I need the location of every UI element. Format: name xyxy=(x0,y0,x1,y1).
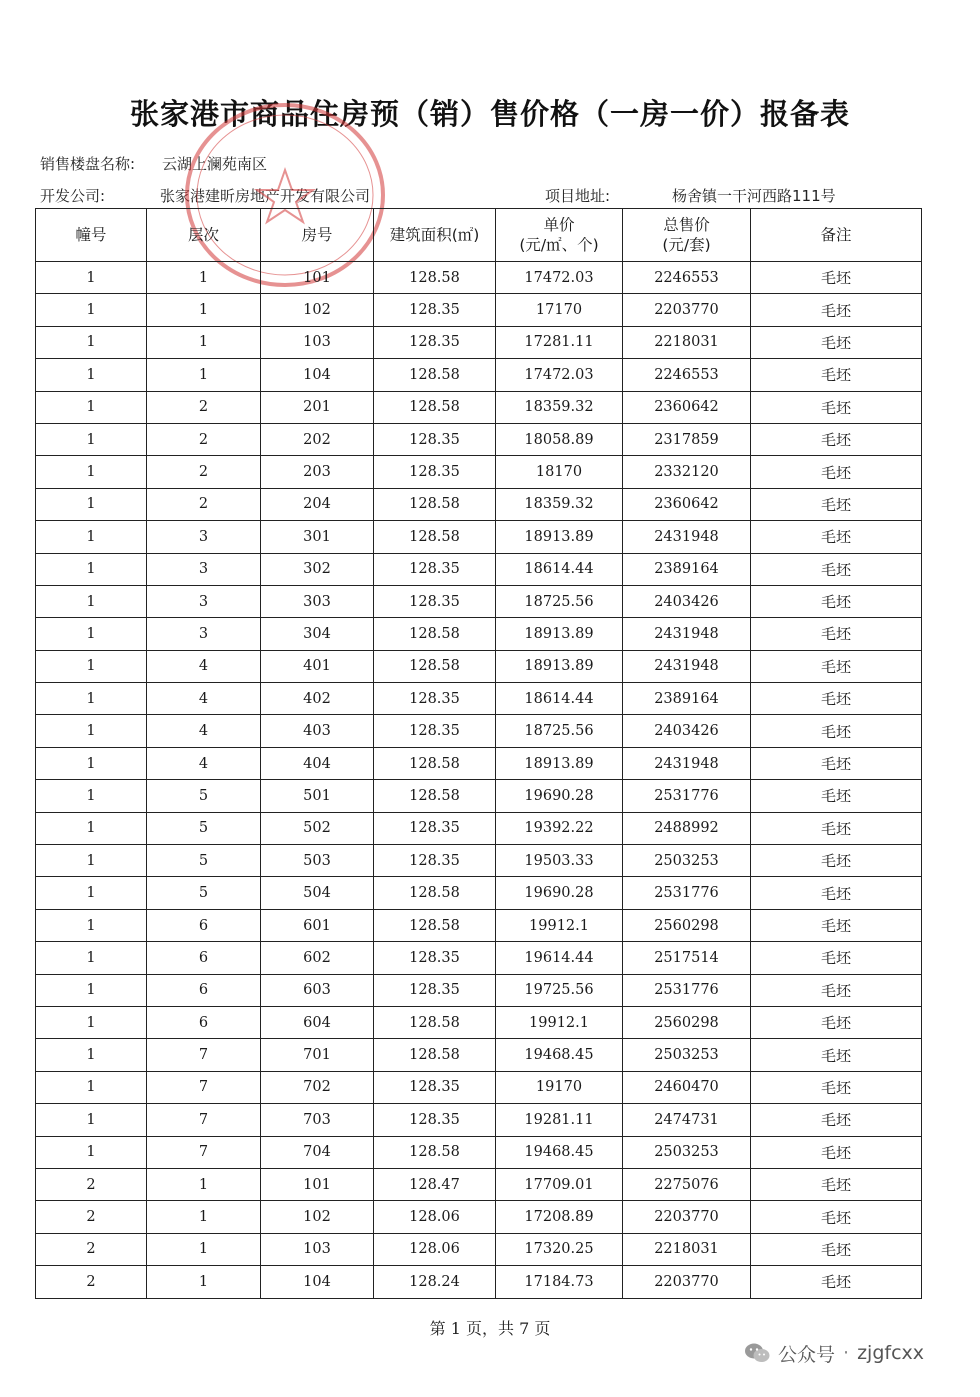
cell-building: 1 xyxy=(36,877,147,909)
table-row xyxy=(36,1006,922,1038)
cell-remark: 毛坯 xyxy=(751,845,922,877)
cell-room: 501 xyxy=(261,780,374,812)
cell-building: 2 xyxy=(36,1168,147,1200)
cell-unit-price: 17281.11 xyxy=(496,326,623,358)
address-value: 杨舍镇一干河西路111号 xyxy=(672,187,836,205)
cell-building: 1 xyxy=(36,715,147,747)
cell-total-price: 2389164 xyxy=(623,553,751,585)
cell-area: 128.35 xyxy=(374,1104,496,1136)
cell-building: 1 xyxy=(36,262,147,294)
cell-area: 128.58 xyxy=(374,747,496,779)
cell-floor: 7 xyxy=(147,1136,261,1168)
cell-room: 402 xyxy=(261,683,374,715)
table-row xyxy=(36,456,922,488)
cell-floor: 4 xyxy=(147,650,261,682)
cell-total-price: 2403426 xyxy=(623,715,751,747)
cell-area: 128.58 xyxy=(374,1039,496,1071)
cell-unit-price: 19725.56 xyxy=(496,974,623,1006)
header-unit-price-line2: (元/㎡、个) xyxy=(519,236,599,254)
cell-remark: 毛坯 xyxy=(751,715,922,747)
header-unit-price xyxy=(496,209,623,262)
cell-room: 701 xyxy=(261,1039,374,1071)
cell-building: 1 xyxy=(36,456,147,488)
cell-floor: 2 xyxy=(147,423,261,455)
cell-room: 401 xyxy=(261,650,374,682)
cell-area: 128.58 xyxy=(374,618,496,650)
cell-floor: 4 xyxy=(147,715,261,747)
cell-unit-price: 17709.01 xyxy=(496,1168,623,1200)
cell-remark: 毛坯 xyxy=(751,877,922,909)
cell-building: 2 xyxy=(36,1201,147,1233)
cell-room: 203 xyxy=(261,456,374,488)
cell-room: 104 xyxy=(261,1266,374,1298)
cell-remark: 毛坯 xyxy=(751,812,922,844)
cell-unit-price: 17320.25 xyxy=(496,1233,623,1265)
table-row xyxy=(36,780,922,812)
cell-room: 604 xyxy=(261,1006,374,1038)
table-row xyxy=(36,1233,922,1265)
cell-floor: 5 xyxy=(147,877,261,909)
cell-unit-price: 18170 xyxy=(496,456,623,488)
cell-total-price: 2531776 xyxy=(623,780,751,812)
document-title: 张家港市商品住房预（销）售价格（一房一价）报备表 xyxy=(129,97,850,131)
cell-total-price: 2203770 xyxy=(623,1201,751,1233)
cell-building: 1 xyxy=(36,780,147,812)
cell-building: 1 xyxy=(36,1104,147,1136)
cell-unit-price: 19690.28 xyxy=(496,877,623,909)
cell-area: 128.35 xyxy=(374,845,496,877)
table-row xyxy=(36,812,922,844)
cell-building: 1 xyxy=(36,359,147,391)
cell-remark: 毛坯 xyxy=(751,585,922,617)
cell-unit-price: 18725.56 xyxy=(496,715,623,747)
header-total-price xyxy=(623,209,751,262)
cell-total-price: 2275076 xyxy=(623,1168,751,1200)
cell-unit-price: 18058.89 xyxy=(496,423,623,455)
cell-remark: 毛坯 xyxy=(751,553,922,585)
cell-floor: 1 xyxy=(147,262,261,294)
cell-area: 128.58 xyxy=(374,1136,496,1168)
project-name-value: 云湖上澜苑南区 xyxy=(162,155,268,173)
cell-total-price: 2517514 xyxy=(623,942,751,974)
cell-remark: 毛坯 xyxy=(751,942,922,974)
cell-area: 128.35 xyxy=(374,683,496,715)
cell-area: 128.35 xyxy=(374,942,496,974)
cell-floor: 2 xyxy=(147,488,261,520)
cell-area: 128.58 xyxy=(374,488,496,520)
cell-room: 404 xyxy=(261,747,374,779)
cell-building: 1 xyxy=(36,1006,147,1038)
cell-floor: 1 xyxy=(147,1168,261,1200)
cell-total-price: 2431948 xyxy=(623,650,751,682)
cell-area: 128.35 xyxy=(374,326,496,358)
table-row xyxy=(36,1039,922,1071)
cell-remark: 毛坯 xyxy=(751,488,922,520)
wechat-icon xyxy=(744,1342,770,1364)
cell-unit-price: 19392.22 xyxy=(496,812,623,844)
cell-floor: 6 xyxy=(147,942,261,974)
cell-building: 1 xyxy=(36,942,147,974)
cell-room: 504 xyxy=(261,877,374,909)
cell-unit-price: 18359.32 xyxy=(496,488,623,520)
cell-building: 1 xyxy=(36,1039,147,1071)
cell-area: 128.58 xyxy=(374,780,496,812)
cell-remark: 毛坯 xyxy=(751,262,922,294)
cell-building: 1 xyxy=(36,585,147,617)
cell-remark: 毛坯 xyxy=(751,1233,922,1265)
cell-remark: 毛坯 xyxy=(751,747,922,779)
cell-room: 102 xyxy=(261,294,374,326)
header-total-price-line1: 总售价 xyxy=(663,216,710,234)
wechat-watermark xyxy=(738,1338,930,1368)
cell-remark: 毛坯 xyxy=(751,521,922,553)
cell-unit-price: 18913.89 xyxy=(496,618,623,650)
cell-unit-price: 18614.44 xyxy=(496,683,623,715)
cell-remark: 毛坯 xyxy=(751,1006,922,1038)
cell-floor: 3 xyxy=(147,585,261,617)
cell-unit-price: 18614.44 xyxy=(496,553,623,585)
cell-floor: 1 xyxy=(147,359,261,391)
cell-area: 128.35 xyxy=(374,294,496,326)
cell-total-price: 2389164 xyxy=(623,683,751,715)
developer-label: 开发公司: xyxy=(40,187,106,205)
table-row xyxy=(36,553,922,585)
cell-room: 302 xyxy=(261,553,374,585)
cell-remark: 毛坯 xyxy=(751,1071,922,1103)
table-row xyxy=(36,1104,922,1136)
cell-room: 704 xyxy=(261,1136,374,1168)
cell-total-price: 2431948 xyxy=(623,747,751,779)
table-row xyxy=(36,423,922,455)
cell-total-price: 2203770 xyxy=(623,1266,751,1298)
table-row xyxy=(36,845,922,877)
cell-room: 303 xyxy=(261,585,374,617)
table-row xyxy=(36,326,922,358)
cell-floor: 7 xyxy=(147,1039,261,1071)
cell-area: 128.58 xyxy=(374,909,496,941)
cell-total-price: 2531776 xyxy=(623,974,751,1006)
cell-total-price: 2474731 xyxy=(623,1104,751,1136)
cell-total-price: 2403426 xyxy=(623,585,751,617)
cell-building: 1 xyxy=(36,423,147,455)
cell-floor: 5 xyxy=(147,845,261,877)
cell-building: 1 xyxy=(36,294,147,326)
header-remark: 备注 xyxy=(751,209,922,262)
cell-remark: 毛坯 xyxy=(751,391,922,423)
cell-remark: 毛坯 xyxy=(751,650,922,682)
cell-unit-price: 19912.1 xyxy=(496,909,623,941)
cell-floor: 3 xyxy=(147,553,261,585)
cell-building: 2 xyxy=(36,1233,147,1265)
cell-room: 102 xyxy=(261,1201,374,1233)
cell-area: 128.35 xyxy=(374,974,496,1006)
header-area: 建筑面积(㎡) xyxy=(374,209,496,262)
cell-room: 703 xyxy=(261,1104,374,1136)
header-unit-price-line1: 单价 xyxy=(543,216,575,234)
cell-remark: 毛坯 xyxy=(751,780,922,812)
cell-area: 128.58 xyxy=(374,359,496,391)
table-row xyxy=(36,1266,922,1298)
cell-unit-price: 17170 xyxy=(496,294,623,326)
cell-room: 204 xyxy=(261,488,374,520)
cell-remark: 毛坯 xyxy=(751,1104,922,1136)
cell-total-price: 2531776 xyxy=(623,877,751,909)
cell-remark: 毛坯 xyxy=(751,423,922,455)
wechat-separator: · xyxy=(843,1342,850,1364)
cell-unit-price: 19281.11 xyxy=(496,1104,623,1136)
cell-area: 128.35 xyxy=(374,423,496,455)
table-row xyxy=(36,1168,922,1200)
header-room: 房号 xyxy=(261,209,374,262)
address-label: 项目地址: xyxy=(545,187,611,205)
cell-room: 103 xyxy=(261,326,374,358)
header-building: 幢号 xyxy=(36,209,147,262)
cell-total-price: 2360642 xyxy=(623,488,751,520)
cell-floor: 6 xyxy=(147,974,261,1006)
cell-unit-price: 18913.89 xyxy=(496,650,623,682)
cell-unit-price: 18913.89 xyxy=(496,747,623,779)
cell-room: 502 xyxy=(261,812,374,844)
cell-total-price: 2488992 xyxy=(623,812,751,844)
cell-unit-price: 17472.03 xyxy=(496,359,623,391)
cell-room: 103 xyxy=(261,1233,374,1265)
table-row xyxy=(36,942,922,974)
cell-total-price: 2218031 xyxy=(623,326,751,358)
cell-total-price: 2560298 xyxy=(623,909,751,941)
cell-area: 128.35 xyxy=(374,812,496,844)
cell-total-price: 2332120 xyxy=(623,456,751,488)
cell-floor: 3 xyxy=(147,521,261,553)
cell-area: 128.58 xyxy=(374,262,496,294)
cell-remark: 毛坯 xyxy=(751,618,922,650)
cell-floor: 1 xyxy=(147,1233,261,1265)
table-row xyxy=(36,585,922,617)
table-row xyxy=(36,359,922,391)
table-row xyxy=(36,262,922,294)
cell-unit-price: 17472.03 xyxy=(496,262,623,294)
table-row xyxy=(36,715,922,747)
table-row xyxy=(36,618,922,650)
cell-area: 128.58 xyxy=(374,650,496,682)
cell-unit-price: 17208.89 xyxy=(496,1201,623,1233)
cell-total-price: 2503253 xyxy=(623,1136,751,1168)
cell-total-price: 2218031 xyxy=(623,1233,751,1265)
cell-area: 128.58 xyxy=(374,1006,496,1038)
cell-unit-price: 19468.45 xyxy=(496,1136,623,1168)
table-row xyxy=(36,1136,922,1168)
table-row xyxy=(36,877,922,909)
cell-room: 304 xyxy=(261,618,374,650)
cell-total-price: 2431948 xyxy=(623,618,751,650)
cell-floor: 7 xyxy=(147,1104,261,1136)
cell-room: 201 xyxy=(261,391,374,423)
cell-remark: 毛坯 xyxy=(751,1266,922,1298)
cell-remark: 毛坯 xyxy=(751,359,922,391)
cell-area: 128.35 xyxy=(374,585,496,617)
cell-floor: 4 xyxy=(147,747,261,779)
cell-floor: 4 xyxy=(147,683,261,715)
wechat-account: zjgfcxx xyxy=(857,1342,924,1364)
table-body xyxy=(36,262,922,1299)
table-row xyxy=(36,521,922,553)
table-row xyxy=(36,1071,922,1103)
cell-floor: 3 xyxy=(147,618,261,650)
cell-room: 601 xyxy=(261,909,374,941)
cell-floor: 2 xyxy=(147,391,261,423)
cell-area: 128.35 xyxy=(374,553,496,585)
cell-building: 1 xyxy=(36,1071,147,1103)
table-row xyxy=(36,683,922,715)
wechat-label: 公众号 xyxy=(778,1343,836,1366)
cell-unit-price: 19912.1 xyxy=(496,1006,623,1038)
cell-floor: 6 xyxy=(147,1006,261,1038)
cell-building: 1 xyxy=(36,326,147,358)
cell-building: 2 xyxy=(36,1266,147,1298)
cell-remark: 毛坯 xyxy=(751,456,922,488)
cell-room: 101 xyxy=(261,1168,374,1200)
cell-room: 503 xyxy=(261,845,374,877)
cell-total-price: 2431948 xyxy=(623,521,751,553)
cell-area: 128.58 xyxy=(374,391,496,423)
cell-total-price: 2503253 xyxy=(623,1039,751,1071)
cell-remark: 毛坯 xyxy=(751,909,922,941)
table-row xyxy=(36,650,922,682)
cell-floor: 2 xyxy=(147,456,261,488)
cell-building: 1 xyxy=(36,618,147,650)
table-row xyxy=(36,974,922,1006)
cell-building: 1 xyxy=(36,553,147,585)
cell-remark: 毛坯 xyxy=(751,1201,922,1233)
cell-floor: 1 xyxy=(147,1201,261,1233)
cell-unit-price: 19170 xyxy=(496,1071,623,1103)
table-row xyxy=(36,391,922,423)
header-floor: 层次 xyxy=(147,209,261,262)
cell-floor: 5 xyxy=(147,812,261,844)
table-row xyxy=(36,1201,922,1233)
cell-remark: 毛坯 xyxy=(751,683,922,715)
cell-remark: 毛坯 xyxy=(751,974,922,1006)
cell-building: 1 xyxy=(36,845,147,877)
cell-building: 1 xyxy=(36,391,147,423)
cell-unit-price: 19468.45 xyxy=(496,1039,623,1071)
cell-room: 403 xyxy=(261,715,374,747)
table-row xyxy=(36,488,922,520)
cell-area: 128.35 xyxy=(374,1071,496,1103)
cell-unit-price: 19690.28 xyxy=(496,780,623,812)
cell-total-price: 2360642 xyxy=(623,391,751,423)
cell-unit-price: 19503.33 xyxy=(496,845,623,877)
page-indicator: 第 1 页，共 7 页 xyxy=(429,1319,551,1338)
header-total-price-line2: (元/套) xyxy=(662,236,711,254)
cell-room: 101 xyxy=(261,262,374,294)
cell-floor: 7 xyxy=(147,1071,261,1103)
cell-building: 1 xyxy=(36,488,147,520)
cell-floor: 5 xyxy=(147,780,261,812)
cell-unit-price: 18359.32 xyxy=(496,391,623,423)
cell-area: 128.24 xyxy=(374,1266,496,1298)
cell-building: 1 xyxy=(36,909,147,941)
cell-total-price: 2317859 xyxy=(623,423,751,455)
cell-area: 128.35 xyxy=(374,715,496,747)
cell-building: 1 xyxy=(36,747,147,779)
cell-total-price: 2560298 xyxy=(623,1006,751,1038)
cell-area: 128.06 xyxy=(374,1233,496,1265)
table-row xyxy=(36,747,922,779)
cell-area: 128.58 xyxy=(374,521,496,553)
cell-remark: 毛坯 xyxy=(751,326,922,358)
cell-remark: 毛坯 xyxy=(751,294,922,326)
cell-remark: 毛坯 xyxy=(751,1136,922,1168)
cell-remark: 毛坯 xyxy=(751,1039,922,1071)
cell-room: 301 xyxy=(261,521,374,553)
cell-floor: 1 xyxy=(147,326,261,358)
cell-building: 1 xyxy=(36,683,147,715)
cell-area: 128.47 xyxy=(374,1168,496,1200)
cell-floor: 1 xyxy=(147,1266,261,1298)
cell-unit-price: 19614.44 xyxy=(496,942,623,974)
developer-value: 张家港建昕房地产开发有限公司 xyxy=(160,187,371,205)
table-row xyxy=(36,909,922,941)
price-table xyxy=(35,208,922,1299)
cell-total-price: 2203770 xyxy=(623,294,751,326)
cell-area: 128.35 xyxy=(374,456,496,488)
cell-unit-price: 18913.89 xyxy=(496,521,623,553)
cell-remark: 毛坯 xyxy=(751,1168,922,1200)
cell-room: 702 xyxy=(261,1071,374,1103)
cell-room: 602 xyxy=(261,942,374,974)
cell-unit-price: 18725.56 xyxy=(496,585,623,617)
cell-unit-price: 17184.73 xyxy=(496,1266,623,1298)
project-name-label: 销售楼盘名称: xyxy=(40,155,136,173)
table-row xyxy=(36,294,922,326)
cell-room: 104 xyxy=(261,359,374,391)
cell-building: 1 xyxy=(36,521,147,553)
cell-area: 128.06 xyxy=(374,1201,496,1233)
cell-total-price: 2246553 xyxy=(623,262,751,294)
cell-room: 603 xyxy=(261,974,374,1006)
table-header-row xyxy=(36,209,922,262)
cell-building: 1 xyxy=(36,974,147,1006)
cell-total-price: 2460470 xyxy=(623,1071,751,1103)
cell-building: 1 xyxy=(36,812,147,844)
cell-building: 1 xyxy=(36,1136,147,1168)
cell-floor: 1 xyxy=(147,294,261,326)
cell-building: 1 xyxy=(36,650,147,682)
cell-area: 128.58 xyxy=(374,877,496,909)
cell-total-price: 2503253 xyxy=(623,845,751,877)
cell-room: 202 xyxy=(261,423,374,455)
cell-total-price: 2246553 xyxy=(623,359,751,391)
cell-floor: 6 xyxy=(147,909,261,941)
